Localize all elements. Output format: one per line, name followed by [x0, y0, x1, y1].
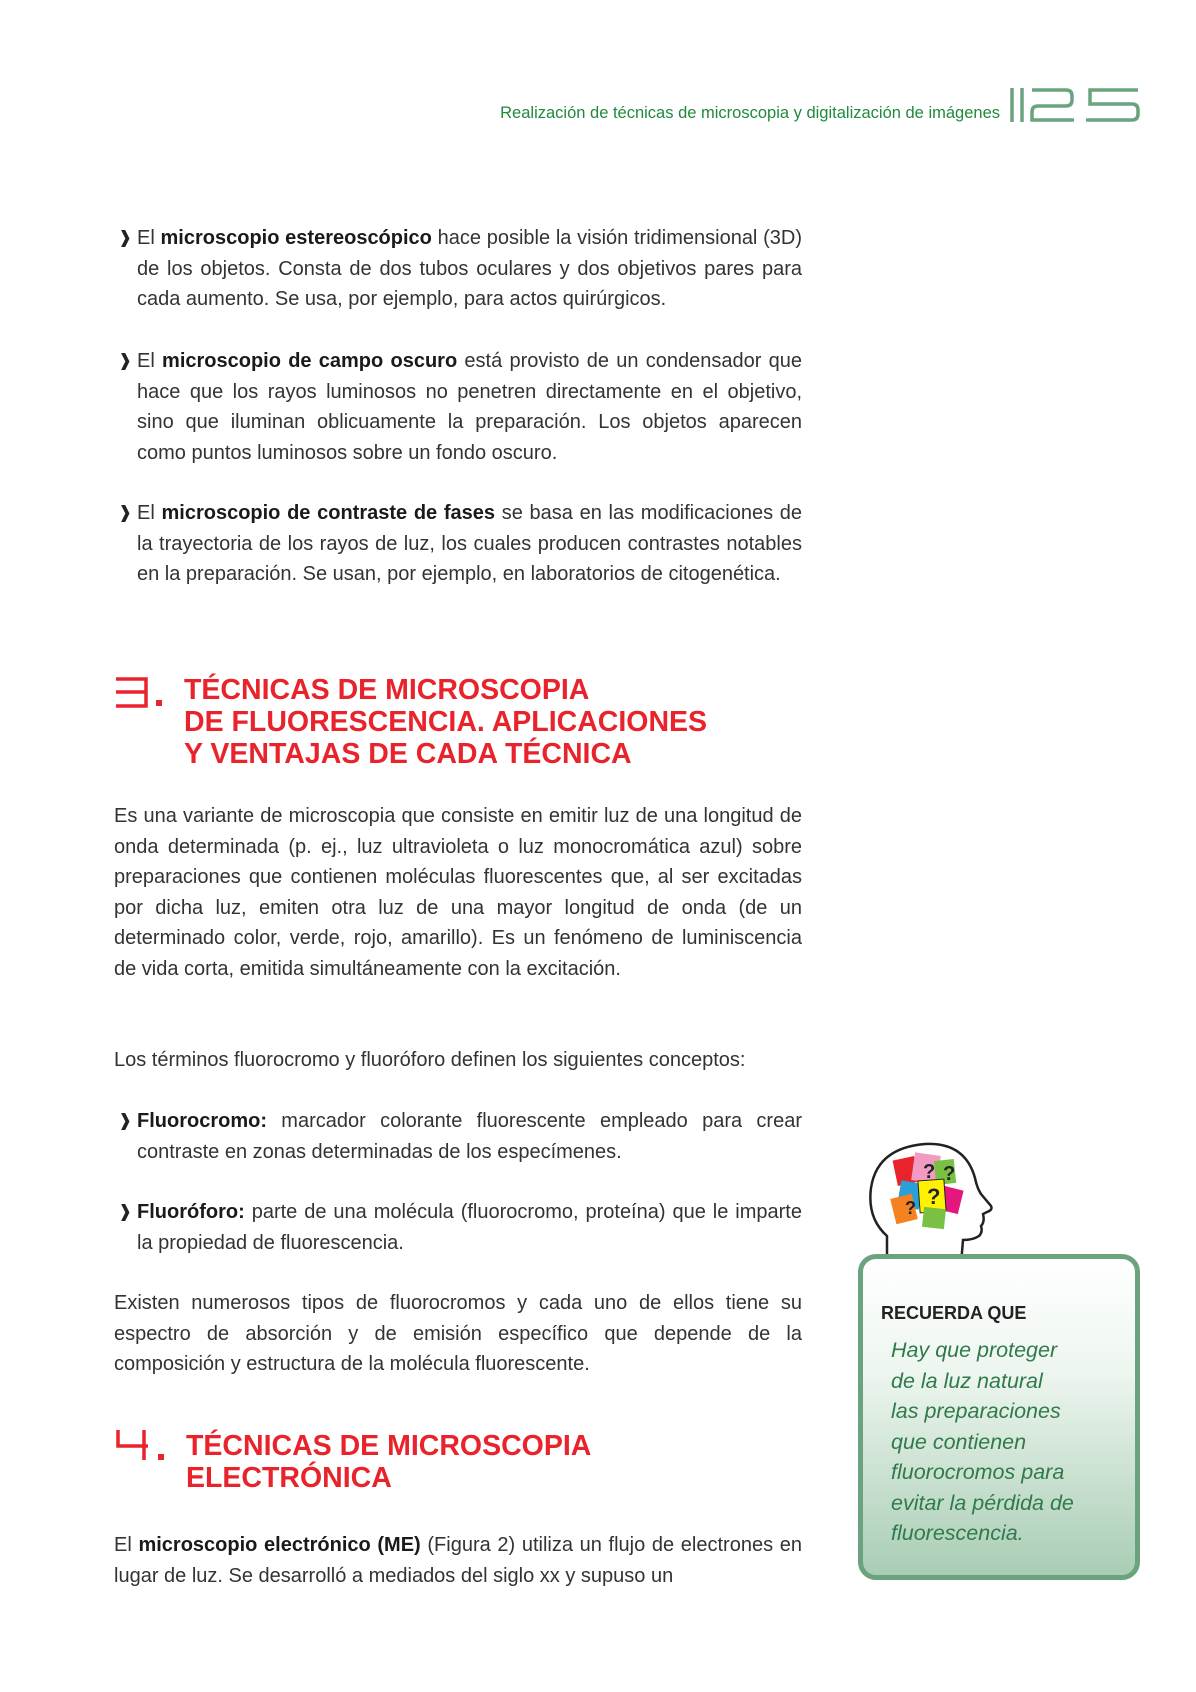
bullet-marker-icon: ❱ — [118, 351, 133, 370]
list-item: ❱ El microscopio de contraste de fases se basa en las modificaciones de la trayectoria de los rayos de luz, los cuales producen contrastes notables en la preparación. Se usan, por ejemplo, en laboratorios de citogenética. — [114, 498, 802, 590]
section-3-intro — [114, 1045, 802, 1076]
section-3-title: TÉCNICAS DE MICROSCOPIA DE FLUORESCENCIA. APLICACIONES Y VENTAJAS DE CADA TÉCNICA — [184, 674, 708, 770]
page-number-glyphs — [1008, 86, 1148, 126]
section-4-body — [114, 1530, 802, 1591]
reminder-box — [858, 1254, 1140, 1580]
svg-text:?: ? — [927, 1184, 941, 1209]
definitions-list — [114, 1106, 802, 1167]
list-item: ❱ El microscopio de campo oscuro está provisto de un condensador que hace que los rayos luminosos no penetren directamente en el objetivo, sino que iluminan oblicuamente la preparación. Los objetos aparecen como puntos luminosos sobre un fondo oscuro. — [114, 346, 802, 468]
microscope-types-list-2 — [114, 346, 802, 468]
microscope-types-list-3 — [114, 498, 802, 590]
definitions-list-2 — [114, 1197, 802, 1258]
bullet-marker-icon: ❱ — [118, 1202, 133, 1221]
bullet-marker-icon: ❱ — [118, 228, 133, 247]
svg-text:?: ? — [943, 1163, 956, 1185]
section-4-paragraph: El microscopio electrónico (ME) (Figura 2) utiliza un flujo de electrones en lugar de luz. Se desarrolló a mediados del siglo xx y supuso un — [114, 1534, 802, 1587]
section-4-number — [114, 1428, 174, 1467]
section-3-number-glyph — [114, 676, 174, 710]
section-4-number-glyph — [114, 1428, 174, 1462]
reminder-text: Hay que proteger de la luz natural las preparaciones que contienen fluorocromos para evitar la pérdida de fluorescencia. — [891, 1338, 1074, 1545]
section-3-body — [114, 801, 802, 984]
thinking-head-icon-svg — [865, 1140, 1005, 1270]
section-3-paragraph-1: Es una variante de microscopia que consiste en emitir luz de una longitud de onda determinada (p. ej., luz ultravioleta o luz monocromática azul) sobre preparaciones que contienen moléculas fluorescentes que, al ser excitadas por dicha luz, emiten otra luz de una mayor longitud de onda (de un determinado color, verde, rojo, amarillo). Es un fenómeno de luminiscencia de vida corta, emitida simultáneamente con la excitación. — [114, 805, 802, 980]
svg-text:?: ? — [905, 1198, 916, 1218]
bullet-marker-icon: ❱ — [118, 1111, 133, 1130]
section-3-paragraph-2: Los términos fluorocromo y fluoróforo definen los siguientes conceptos: — [114, 1049, 746, 1071]
running-title: Realización de técnicas de microscopia y digitalización de imágenes — [500, 104, 1000, 122]
svg-text:?: ? — [923, 1161, 936, 1183]
reminder-title: RECUERDA QUE — [881, 1303, 1027, 1323]
section-3-closing — [114, 1288, 802, 1380]
bullet-marker-icon: ❱ — [118, 503, 133, 522]
list-item: ❱ Fluorocromo: marcador colorante fluorescente empleado para crear contraste en zonas determinadas de los especímenes. — [114, 1106, 802, 1167]
section-3-paragraph-3: Existen numerosos tipos de fluorocromos y cada uno de ellos tiene su espectro de absorción y de emisión específico que depende de la composición y estructura de la molécula fluorescente. — [114, 1292, 802, 1375]
microscope-types-list — [114, 223, 802, 315]
section-4-title: TÉCNICAS DE MICROSCOPIA ELECTRÓNICA — [186, 1430, 592, 1494]
list-item: ❱ Fluoróforo: parte de una molécula (fluorocromo, proteína) que le imparte la propiedad de fluorescencia. — [114, 1197, 802, 1258]
section-3-number — [114, 676, 174, 715]
list-item: ❱ El microscopio estereoscópico hace posible la visión tridimensional (3D) de los objetos. Consta de dos tubos oculares y dos objetivos pares para cada aumento. Se usa, por ejemplo, para actos quirúrgicos. — [114, 223, 802, 315]
page-number — [1008, 86, 1148, 131]
